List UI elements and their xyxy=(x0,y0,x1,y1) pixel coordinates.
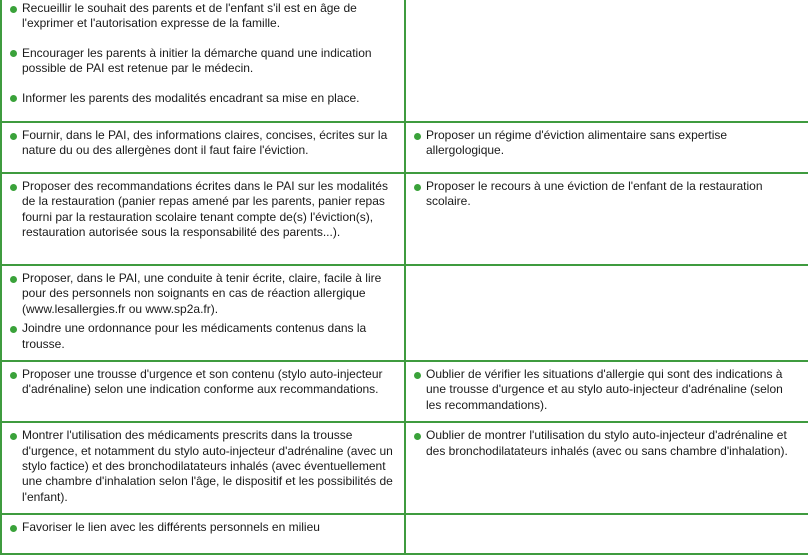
list-item: Encourager les parents à initier la démarche quand une indication possible de PAI est retenue par le médecin. xyxy=(10,46,396,77)
do-cell xyxy=(1,514,405,554)
list-item: Oublier de vérifier les situations d'allergie qui sont des indications à une trousse d'urgence et au stylo auto-injecteur d'adrénaline (selon les recommandations). xyxy=(414,367,800,413)
list-item: Favoriser le lien avec les différents personnels en milieu xyxy=(10,520,396,535)
table-row xyxy=(1,0,808,122)
list-item: Informer les parents des modalités encadrant sa mise en place. xyxy=(10,91,396,106)
list-item: Proposer une trousse d'urgence et son contenu (stylo auto-injecteur d'adrénaline) selon une indication conforme aux recommandations. xyxy=(10,367,396,398)
do-cell xyxy=(1,173,405,265)
dont-cell xyxy=(405,514,808,554)
do-cell xyxy=(1,361,405,422)
do-cell xyxy=(1,0,405,122)
list-item: Joindre une ordonnance pour les médicaments contenus dans la trousse. xyxy=(10,321,396,352)
list-item: Montrer l'utilisation des médicaments prescrits dans la trousse d'urgence, et notamment du stylo auto-injecteur d'adrénaline (avec un stylo factice) et des bronchodilatateurs inhalés (avec éventuellement une chambre d'inhalation selon l'âge, le dispositif et les possibilités de l'enfant). xyxy=(10,428,396,505)
dont-cell xyxy=(405,422,808,514)
do-cell xyxy=(1,265,405,361)
table-row xyxy=(1,265,808,361)
table-row xyxy=(1,173,808,265)
list-item: Oublier de montrer l'utilisation du stylo auto-injecteur d'adrénaline et des bronchodilatateurs inhalés (avec ou sans chambre d'inhalation). xyxy=(414,428,800,459)
dont-cell xyxy=(405,361,808,422)
dont-cell xyxy=(405,173,808,265)
table-row xyxy=(1,422,808,514)
do-cell xyxy=(1,122,405,173)
table-row xyxy=(1,514,808,554)
table-row xyxy=(1,122,808,173)
dont-cell xyxy=(405,122,808,173)
do-cell xyxy=(1,422,405,514)
list-item: Proposer des recommandations écrites dans le PAI sur les modalités de la restauration (panier repas amené par les parents, panier repas fourni par la restauration scolaire tenant compte de(s) l'éviction(s), restauration autorisée sous la responsabilité des parents...). xyxy=(10,179,396,241)
list-item: Proposer le recours à une éviction de l'enfant de la restauration scolaire. xyxy=(414,179,800,210)
list-item: Proposer un régime d'éviction alimentaire sans expertise allergologique. xyxy=(414,128,800,159)
dont-cell xyxy=(405,0,808,122)
table-row xyxy=(1,361,808,422)
list-item: Fournir, dans le PAI, des informations claires, concises, écrites sur la nature du ou des allergènes dont il faut faire l'éviction. xyxy=(10,128,396,159)
list-item: Recueillir le souhait des parents et de l'enfant s'il est en âge de l'exprimer et l'autorisation expresse de la famille. xyxy=(10,1,396,32)
dont-cell xyxy=(405,265,808,361)
list-item: Proposer, dans le PAI, une conduite à tenir écrite, claire, facile à lire pour des personnels non soignants en cas de réaction allergique (www.lesallergies.fr ou www.sp2a.fr). xyxy=(10,271,396,317)
